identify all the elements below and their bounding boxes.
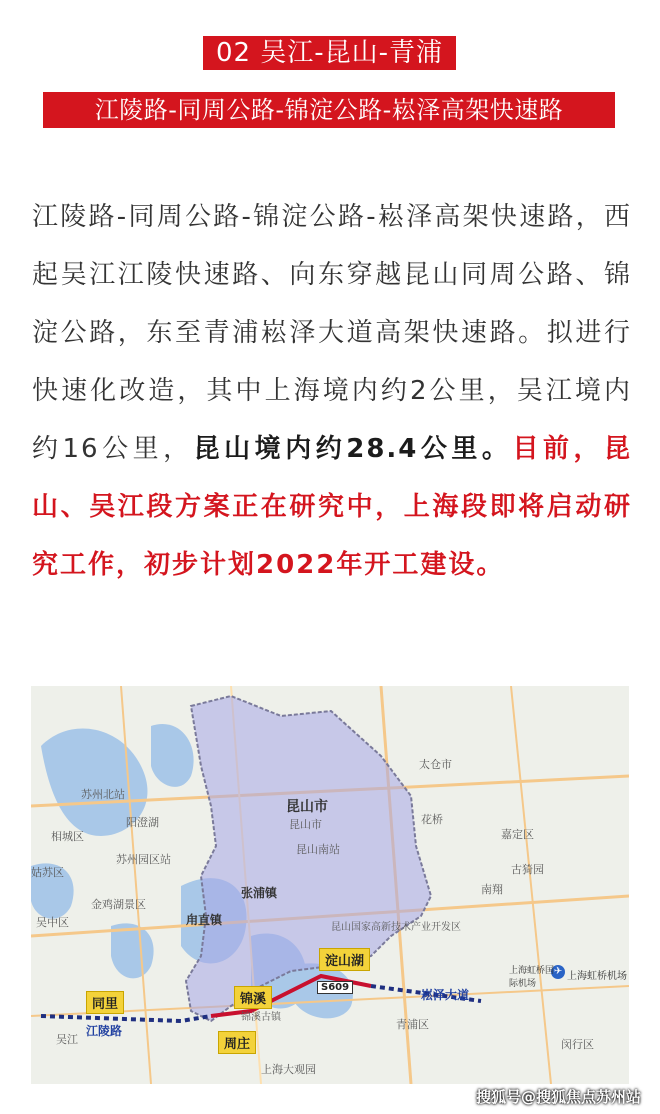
label-kunshan-small: 昆山市 [289,818,322,831]
label-kunshan-south: 昆山南站 [296,843,340,856]
label-kunshan: 昆山市 [286,799,328,815]
lake-shape [151,724,194,787]
watermark: 搜狐号@搜狐焦点苏州站 [476,1088,642,1106]
tag-zhouzhuang: 周庄 [218,1031,256,1054]
tag-jinxi: 锦溪 [234,986,272,1009]
road-label-jiangling: 江陵路 [86,1024,123,1038]
airport-station-label: 上海虹桥国际机场 [509,966,555,989]
paragraph-red-text: 目前，昆山、吴江段方案正在研究中，上海段即将启动研究工作，初步计划2022年开工建设。 [32,434,632,580]
road-badge-s609: S609 [317,981,353,994]
paragraph-normal-text: 江陵路-同周公路-锦淀公路-崧泽高架快速路，西起吴江江陵快速路、向东穿越昆山同周公路、锦淀公路，东至青浦崧泽大道高架快速路。拟进行快速化改造，其中上海境内约2公里，吴江境内约16公里， [32,202,632,464]
tag-tongli: 同里 [86,991,124,1014]
airport-label: 上海虹桥机场 [567,971,627,982]
road-label-songze: 崧泽大道 [421,988,470,1002]
label-suzhou-north: 苏州北站 [81,788,125,801]
paragraph-bold-text: 昆山境内约28.4公里。 [193,434,513,464]
label-jinji: 金鸡湖景区 [91,898,146,911]
label-shanghai-daguan: 上海大观园 [261,1063,316,1076]
route-west-dotted [41,1016,211,1021]
label-hq-park: 昆山国家高新技术产业开发区 [331,922,461,933]
label-gusu: 姑苏区 [31,866,64,879]
label-jiaozhi: 甪直镇 [186,913,223,927]
airport-icon: ✈ [551,965,565,979]
label-nanxiang: 南翔 [481,883,503,896]
section-title: 02 吴江-昆山-青浦 [203,36,456,70]
label-dianhu-town: 锦溪古镇 [241,1012,281,1023]
label-yangcheng: 阳澄湖 [126,816,159,829]
label-wuzhong: 吴中区 [36,916,69,929]
label-gulu: 古猗园 [511,863,544,876]
label-minhang: 闵行区 [561,1038,594,1051]
label-suzhou-park: 苏州园区站 [116,853,171,866]
label-wujiang: 吴江 [56,1033,78,1046]
section-subtitle: 江陵路-同周公路-锦淀公路-崧泽高架快速路 [43,92,615,128]
route-map [31,686,629,1084]
label-xiangcheng: 相城区 [51,830,84,843]
label-taicang: 太仓市 [419,758,452,771]
label-zhangpu: 张浦镇 [241,886,278,900]
label-qingpu: 青浦区 [396,1018,429,1031]
article-paragraph [32,188,632,594]
tag-dianshanhu: 淀山湖 [319,948,370,971]
label-huaqiao: 花桥 [421,813,443,826]
label-jiading: 嘉定区 [501,828,534,841]
